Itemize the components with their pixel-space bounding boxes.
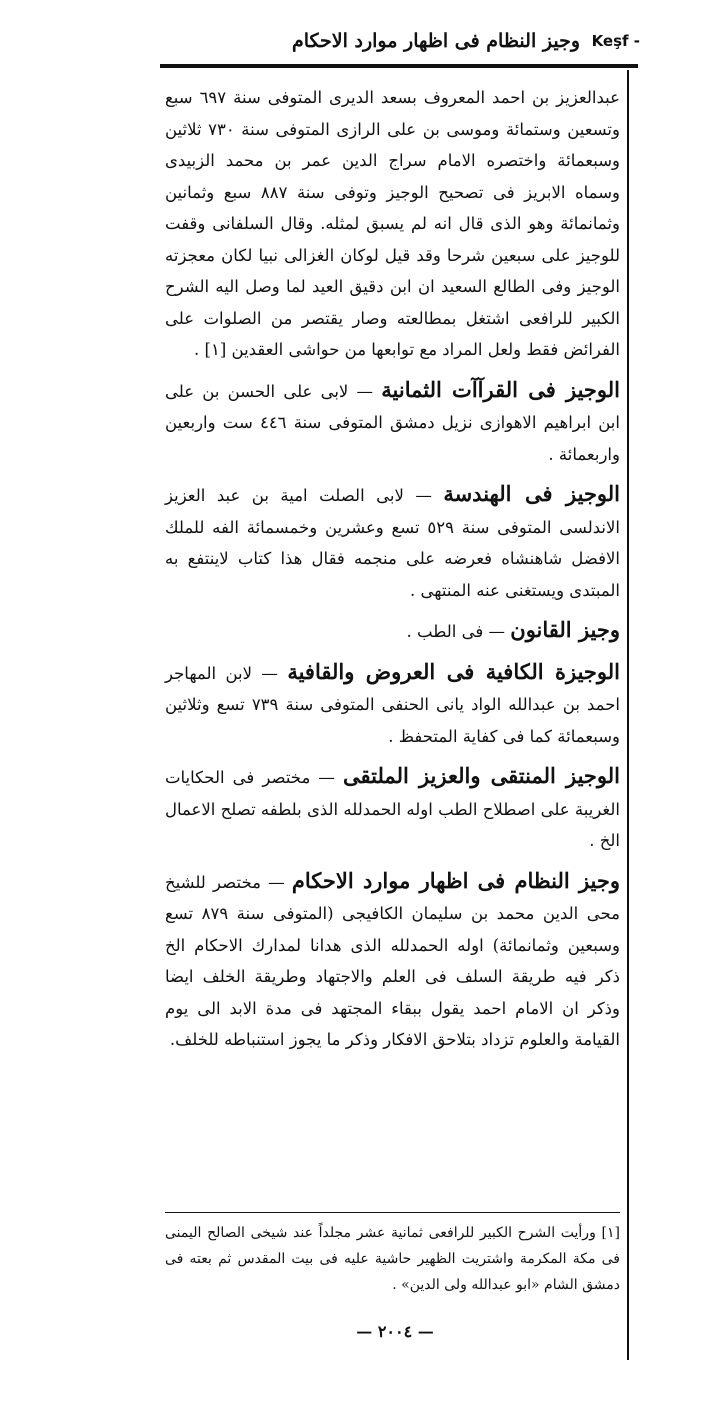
margin-rule — [627, 70, 629, 1360]
entry — [165, 656, 620, 753]
entry — [165, 374, 620, 471]
page-number: — ٢٠٠٤ — — [356, 1322, 434, 1341]
main-text — [165, 82, 620, 1056]
entry-body: مختصر للشيخ محى الدين محمد بن سليمان الكافيجى (المتوفى سنة ٨٧٩ تسع وسبعين وثمانمائة) اوله الحمدلله الذى هدانا لمدارك الاحكام الخ ذكر فيه طريقة السلف فى العلم والاجتهاد وطريقة الخلف ايضا وذكر ان الامام احمد يقول ببقاء المجتهد فى مدة الابد الى يوم القيامة والعلوم تزداد بتلاحق الافكار وذكر ما يجوز استنباطه للخلف. — [165, 872, 620, 1049]
entry — [165, 760, 620, 857]
paragraph: عبدالعزيز بن احمد المعروف بسعد الديرى المتوفى سنة ٦٩٧ سبع وتسعين وستمائة وموسى بن على الرازى المتوفى سنة ٧٣٠ ثلاثين وسبعمائة واختصره الامام سراج الدين عمر بن محمد الزبيدى وسماه الابريز فى تصحيح الوجيز وتوفى سنة ٨٨٧ سبع وثمانين وثمانمائة وهو الذى قال انه لم يسبق لمثله. وقال السلفانى وقفت للوجيز على سبعين شرحا وقد قيل لوكان الغزالى نبيا لكان معجزته الوجيز وفى الطالع السعيد ان ابن دقيق العيد لما وصل اليه الشرح الكبير للرافعى اشتغل بمطالعته وصار يقتصر من الصلوات على الفرائض فقط ولعل المراد مع توابعها من حواشى العقدين [١] . — [165, 88, 620, 359]
entry — [165, 478, 620, 606]
entry-heading: وجيز النظام فى اظهار موارد الاحكام — [291, 867, 621, 893]
entry-body: لابى على الحسن بن على ابن ابراهيم الاهوازى نزيل دمشق المتوفى سنة ٤٤٦ ست واربعين واربعمائة . — [165, 381, 620, 464]
header-rule — [160, 64, 638, 68]
entry-body: لابى الصلت امية بن عبد العزيز الاندلسى المتوفى سنة ٥٢٩ تسع وعشرين وخمسمائة الفه للملك الافضل شاهنشاه فعرضه على منجمه فقال هذا كتاب لاينتفع به المبتدى ويستغنى عنه المنتهى . — [165, 486, 620, 600]
entry-dash: — — [310, 768, 335, 787]
entry-dash: — — [348, 381, 374, 401]
entry-heading: الوجيزة الكافية فى العروض والقافية — [287, 658, 620, 684]
entry-body: لابن المهاجر احمد بن عبدالله الواد يانى الحنفى المتوفى سنة ٧٣٩ تسع وثلاثين وسبعمائة كما فى كفاية المتحفظ . — [165, 663, 620, 746]
entry — [165, 865, 620, 1056]
footnote-separator — [165, 1212, 620, 1213]
entry-heading: الوجيز فى الهندسة — [443, 481, 621, 506]
running-tag: Keşf - — [591, 32, 640, 50]
entry-dash: — — [252, 663, 278, 683]
footnote-text: [١] ورأيت الشرح الكبير للرافعى ثمانية عشر مجلداً عند شيخى الصالح اليمنى فى مكة المكرمة واشتريت الظهير حاشية عليه فى بيت المقدس ثم بعته فى دمشق الشام «ابو عبدالله ولى الدين» . — [165, 1225, 620, 1293]
entry-heading: الوجيز فى القرآآت الثمانية — [381, 376, 620, 402]
page-header — [160, 30, 640, 60]
entry-heading: وجيز القانون — [510, 617, 620, 642]
entry-heading: الوجيز المنتقى والعزيز الملتقى — [343, 763, 620, 788]
entry-dash: — — [260, 872, 285, 892]
footnote — [165, 1220, 620, 1298]
entry-body: فى الطب . — [406, 622, 484, 641]
entry-dash: — — [483, 622, 506, 641]
running-title: وجيز النظام فى اظهار موارد الاحكام — [291, 30, 580, 52]
entry-dash: — — [403, 486, 432, 505]
entry-body: مختصر فى الحكايات الغريبة على اصطلاح الطب اوله الحمدلله الذى بلطفه تصلح الاعمال الخ . — [165, 768, 620, 850]
entry — [165, 614, 620, 648]
